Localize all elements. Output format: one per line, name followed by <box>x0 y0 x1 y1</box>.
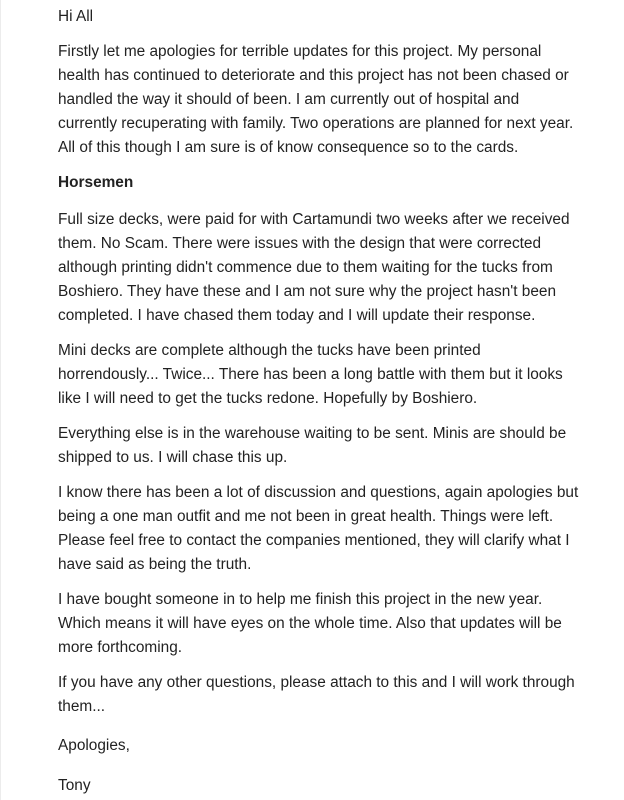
signoff: Apologies, <box>58 737 130 754</box>
intro-paragraph: Firstly let me apologies for terrible updates for this project. My personal health has continued to deteriorate and this project has not been chased or handled the way it should of been. I am currently out of hospital and currently recuperating with family. Two operations are planned for next year. All of this though I am sure is of know consequence so to the cards. <box>58 43 574 156</box>
section-heading: Horsemen <box>58 174 134 191</box>
full-size-decks-paragraph: Full size decks, were paid for with Cartamundi two weeks after we received them. No Scam. There were issues with the design that were corrected although printing didn't commence due to them waiting for the tucks from Boshiero. They have these and I am not sure why the project hasn't been completed. I have chased them today and I will update their response. <box>58 211 570 324</box>
warehouse-paragraph: Everything else is in the warehouse waiting to be sent. Minis are should be shipped to us. I will chase this up. <box>58 425 567 466</box>
signature: Tony <box>58 777 91 794</box>
questions-paragraph: If you have any other questions, please attach to this and I will work through them... <box>58 674 575 715</box>
apology-paragraph: I know there has been a lot of discussion and questions, again apologies but being a one man outfit and me not been in great health. Things were left. Please feel free to contact the companies mentioned, they will clarify what I have said as being the truth. <box>58 484 579 573</box>
mini-decks-paragraph: Mini decks are complete although the tucks have been printed horrendously... Twice... There has been a long battle with them but it looks like I will need to get the tucks redone. Hopefully by Boshiero. <box>58 342 563 407</box>
new-help-paragraph: I have bought someone in to help me finish this project in the new year. Which means it will have eyes on the whole time. Also that updates will be more forthcoming. <box>58 591 562 656</box>
greeting: Hi All <box>58 8 94 25</box>
message-body <box>1 0 624 798</box>
